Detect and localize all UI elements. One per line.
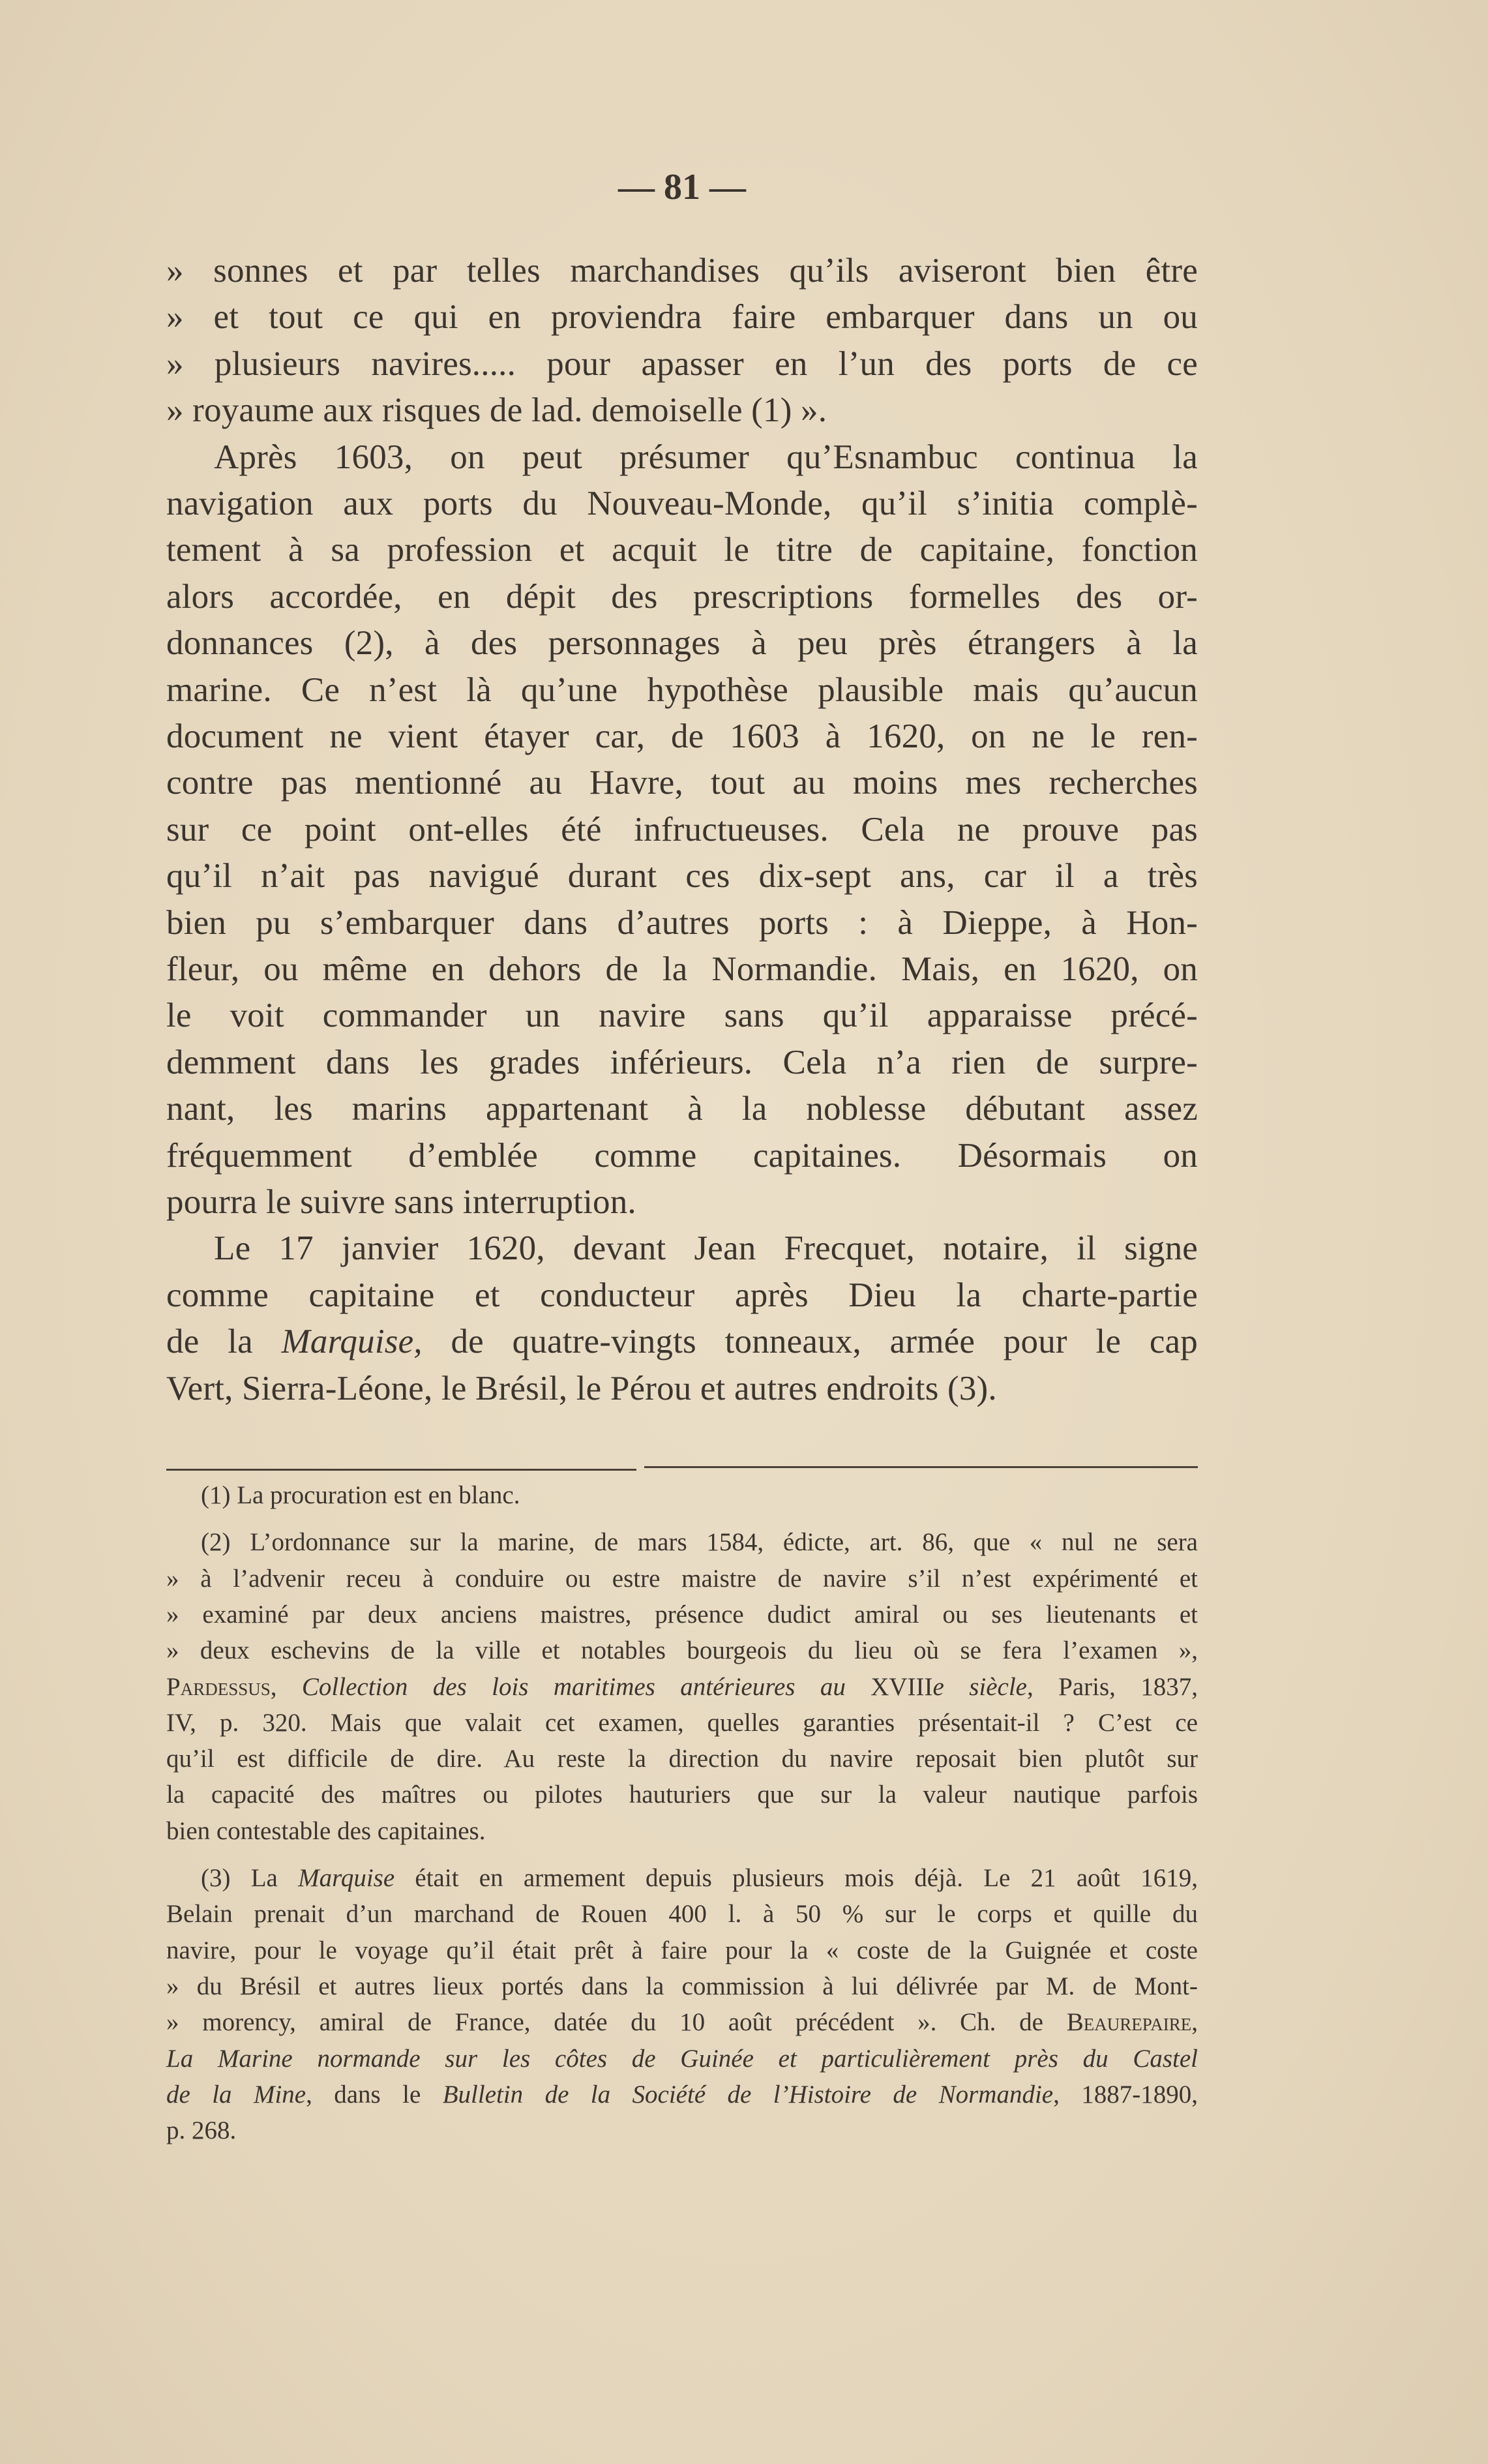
text-segment: » du Brésil et autres lieux portés dans la commission à lui délivrée par M. de Mont- xyxy=(166,1972,1198,2000)
text-line xyxy=(166,484,1198,523)
text-segment: Le 17 janvier 1620, devant Jean Frecquet, notaire, il signe xyxy=(214,1229,1198,1268)
text-line xyxy=(166,1043,1198,1082)
text-line xyxy=(166,1136,1198,1175)
text-segment: » sonnes et par telles marchandises qu’ils aviseront bien être xyxy=(166,252,1198,290)
italic-text: La Marine normande sur les côtes de Guinée et particulièrement près du Castel xyxy=(166,2044,1198,2073)
text-line xyxy=(166,1322,1198,1361)
page-number: — 81 — xyxy=(618,167,746,207)
italic-text: Collection des lois maritimes antérieures au xyxy=(301,1672,846,1701)
text-segment: demment dans les grades inférieurs. Cela n’a rien de surpre- xyxy=(166,1043,1198,1081)
text-line xyxy=(166,950,1198,989)
text-segment: donnances (2), à des personnages à peu près étrangers à la xyxy=(166,624,1198,663)
text-segment: Vert, Sierra-Léone, le Brésil, le Pérou et autres endroits (3). xyxy=(166,1369,997,1407)
text-line xyxy=(166,251,1198,290)
footnote-line xyxy=(166,1972,1198,2002)
text-segment: » à l’advenir receu à conduire ou estre maistre de navire s’il n’est expérimenté et xyxy=(166,1564,1198,1593)
text-line xyxy=(166,530,1198,569)
text-segment: navigation aux ports du Nouveau-Monde, qu’il s’initia complè- xyxy=(166,485,1198,522)
text-line xyxy=(166,344,1198,383)
text-segment: (2) L’ordonnance sur la marine, de mars 1584, édicte, art. 86, que « nul ne sera xyxy=(201,1528,1198,1557)
text-line xyxy=(166,1276,1198,1315)
italic-text: Marquise xyxy=(298,1864,395,1892)
italic-text: Bulletin de la Société de l’Histoire de Normandie xyxy=(442,2080,1054,2109)
footnote-rule-right xyxy=(644,1466,1198,1468)
text-segment: » et tout ce qui en proviendra faire embarquer dans un ou xyxy=(166,298,1198,337)
footnote-line xyxy=(166,1600,1198,1630)
footnote-line xyxy=(166,2080,1198,2110)
text-segment: tement à sa profession et acquit le titre de capitaine, fonction xyxy=(166,531,1198,569)
text-segment: (3) La xyxy=(201,1864,299,1892)
text-segment: qu’il n’ait pas navigué durant ces dix-sept ans, car il a très xyxy=(166,857,1198,895)
text-segment: » morency, amiral de France, datée du 10 août précédent ». Ch. de xyxy=(166,2008,1067,2037)
text-segment: , xyxy=(1191,2008,1198,2037)
text-segment: IV, p. 320. Mais que valait cet examen, quelles garanties présentait-il ? C’est ce xyxy=(166,1708,1198,1737)
text-segment: , dans le xyxy=(306,2080,443,2109)
text-segment: Belain prenait d’un marchand de Rouen 400 l. à 50 % sur le corps et quille du xyxy=(166,1900,1198,1929)
text-segment: document ne vient étayer car, de 1603 à 1620, on ne le ren- xyxy=(166,717,1198,755)
text-segment: pourra le suivre sans interruption. xyxy=(166,1183,636,1221)
text-segment: p. 268. xyxy=(166,2116,237,2145)
text-segment: , 1887-1890, xyxy=(1053,2080,1198,2109)
text-segment: de quatre-vingts tonneaux, armée pour le cap xyxy=(422,1323,1198,1361)
footnote-line xyxy=(166,1744,1198,1774)
italic-text: de la Mine xyxy=(166,2080,306,2109)
text-segment: (1) La procuration est en blanc. xyxy=(201,1481,520,1509)
text-line xyxy=(166,624,1198,663)
text-line xyxy=(166,1182,1198,1222)
text-segment: nant, les marins appartenant à la noblesse débutant assez xyxy=(166,1090,1198,1128)
text-segment: la capacité des maîtres ou pilotes hauturiers que sur la valeur nautique parfois xyxy=(166,1780,1198,1809)
footnote-line xyxy=(166,1672,1198,1702)
text-line xyxy=(166,1089,1198,1128)
text-segment: » royaume aux risques de lad. demoiselle (1) ». xyxy=(166,391,827,430)
text-line xyxy=(214,438,1198,477)
text-segment: , Paris, 1837, xyxy=(1027,1672,1198,1701)
italic-text: Marquise, xyxy=(281,1323,423,1361)
text-segment: » examiné par deux anciens maistres, présence dudict amiral ou ses lieutenants et xyxy=(166,1600,1198,1629)
text-line xyxy=(166,391,1198,430)
text-segment: de la xyxy=(166,1323,282,1361)
text-segment: comme capitaine et conducteur après Dieu la charte-partie xyxy=(166,1276,1198,1314)
footnote-line xyxy=(166,1936,1198,1966)
text-segment: navire, pour le voyage qu’il était prêt à faire pour la « coste de la Guignée et coste xyxy=(166,1936,1198,1964)
footnote-line xyxy=(166,2116,1198,2146)
text-line xyxy=(166,577,1198,616)
footnote-line xyxy=(166,1899,1198,1929)
text-segment: fleur, ou même en dehors de la Normandie. Mais, en 1620, on xyxy=(166,950,1198,988)
text-line xyxy=(166,717,1198,756)
text-segment: XVIII xyxy=(845,1672,933,1701)
footnote-line xyxy=(166,1564,1198,1594)
footnote-line xyxy=(166,1816,1198,1846)
text-segment: , xyxy=(270,1672,302,1701)
text-segment: fréquemment d’emblée comme capitaines. Désormais on xyxy=(166,1136,1198,1175)
text-segment: bien pu s’embarquer dans d’autres ports : à Dieppe, à Hon- xyxy=(166,903,1198,942)
text-segment: qu’il est difficile de dire. Au reste la direction du navire reposait bien plutôt sur xyxy=(166,1745,1198,1773)
footnote-line xyxy=(201,1480,1198,1510)
text-line xyxy=(166,1369,1198,1408)
text-segment: le voit commander un navire sans qu’il apparaisse précé- xyxy=(166,997,1198,1035)
text-line xyxy=(214,1229,1198,1268)
text-segment: était en armement depuis plusieurs mois déjà. Le 21 août 1619, xyxy=(394,1864,1198,1892)
footnote-line xyxy=(166,1708,1198,1738)
footnote-line xyxy=(201,1527,1198,1557)
footnote-line xyxy=(166,1636,1198,1666)
footnote-line xyxy=(166,2044,1198,2074)
small-caps-author: Pardessus xyxy=(166,1672,271,1701)
text-line xyxy=(166,996,1198,1035)
text-segment: sur ce point ont-elles été infructueuses. Cela ne prouve pas xyxy=(166,810,1198,849)
text-line xyxy=(166,670,1198,710)
text-segment: Après 1603, on peut présumer qu’Esnambuc continua la xyxy=(214,438,1198,476)
text-segment: » plusieurs navires..... pour apasser en l’un des ports de ce xyxy=(166,344,1198,383)
text-line xyxy=(166,856,1198,895)
text-line xyxy=(166,810,1198,849)
footnote-line xyxy=(166,1780,1198,1810)
italic-text: e siècle xyxy=(932,1672,1027,1701)
text-segment: marine. Ce n’est là qu’une hypothèse plausible mais qu’aucun xyxy=(166,670,1198,709)
footnote-line xyxy=(166,2007,1198,2037)
text-segment: » deux eschevins de la ville et notables bourgeois du lieu où se fera l’examen », xyxy=(166,1636,1198,1665)
text-line xyxy=(166,297,1198,337)
text-segment: contre pas mentionné au Havre, tout au moins mes recherches xyxy=(166,764,1198,802)
text-line xyxy=(166,903,1198,942)
text-segment: alors accordée, en dépit des prescriptions formelles des or- xyxy=(166,577,1198,616)
text-segment: bien contestable des capitaines. xyxy=(166,1816,486,1845)
footnote-line xyxy=(201,1863,1198,1893)
text-line xyxy=(166,763,1198,802)
footnote-rule-left xyxy=(166,1469,636,1471)
small-caps-author: Beaurepaire xyxy=(1066,2008,1192,2037)
